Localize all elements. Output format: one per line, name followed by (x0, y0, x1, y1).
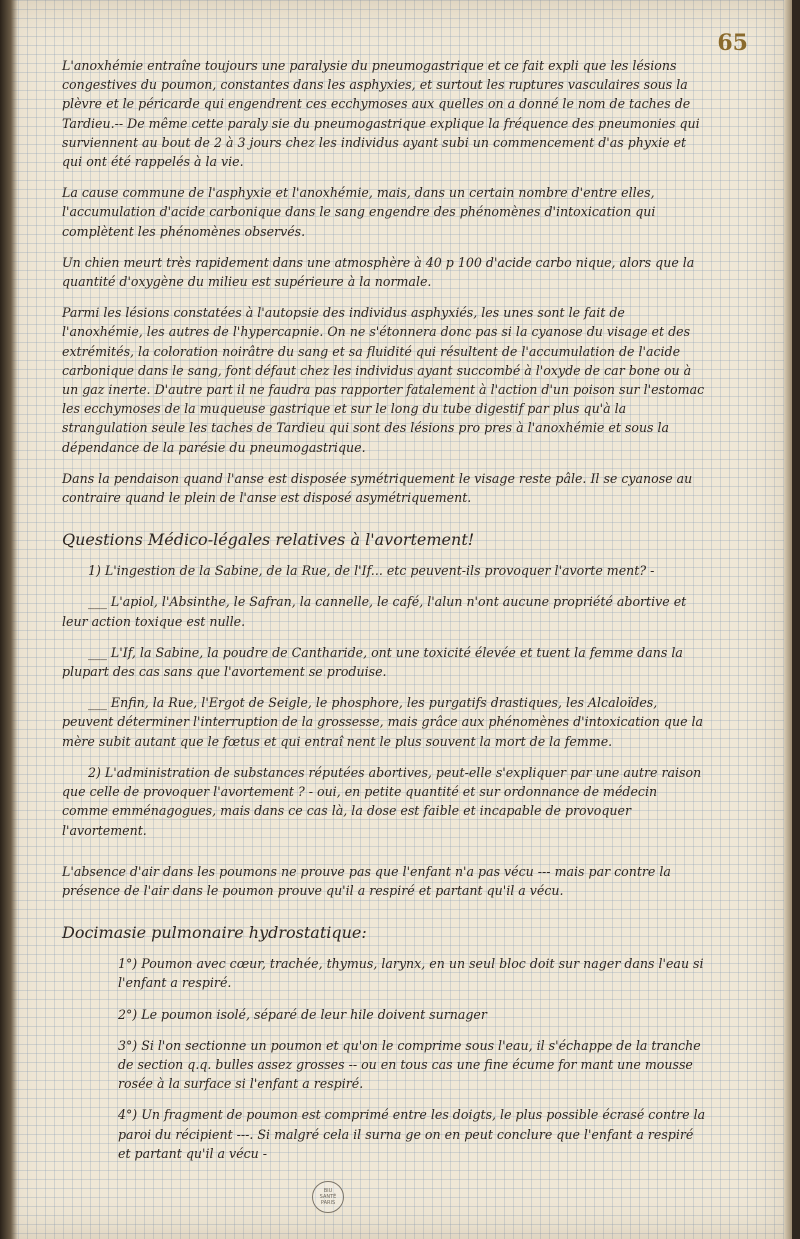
abortion-question-2: 2) L'administration de substances réputées abortives, peut-elle s'expliquer par une autre raison que celle de provoquer l'avortement ? - oui, en petite quantité et sur ordonnance de médecin comme emménagogues, mais dans ce cas là, la dose est faible et incapable de provoquer l'avortement. (62, 764, 702, 838)
stamp-line: BIU (323, 1188, 333, 1194)
abortion-answer-apiol: ___ L'apiol, l'Absinthe, le Safran, la cannelle, le café, l'alun n'ont aucune propriété abortive et leur action toxique est nulle. (62, 594, 687, 629)
library-stamp (312, 1181, 344, 1213)
paragraph-anoxhemie: L'anoxhémie entraîne toujours une paralysie du pneumogastrique et ce fait expli que les lésions congestives du poumon, constantes dans les asphyxies, et surtout les ruptures vasculaires sous la plèvre et le péricarde qui engendrent ces ecchymoses aux quelles on a donné le nom de taches de Tardieu.-- De même cette paraly sie du pneumogastrique explique la fréquence des pneumonies qui surviennent au bout de 2 à 3 jours chez les individus ayant subi un commencement d'as phyxie et qui ont été rappelés à la vie. (62, 58, 700, 170)
stamp-line: PARIS (320, 1200, 336, 1206)
heading-docimasie: Docimasie pulmonaire hydrostatique: (62, 923, 367, 943)
abortion-question-1: 1) L'ingestion de la Sabine, de la Rue, de l'If... etc peuvent-ils provoquer l'avorte ment? - (88, 563, 655, 579)
abortion-answer-if: ___ L'If, la Sabine, la poudre de Cantharide, ont une toxicité élevée et tuent la femme dans la plupart des cas sans que l'avortement se produise. (62, 644, 683, 680)
stamp-line: SANTÉ (319, 1194, 337, 1200)
paragraph-chien: Un chien meurt très rapidement dans une atmosphère à 40 p 100 d'acide carbo nique, alors que la quantité d'oxygène du milieu est supérieure à la normale. (62, 254, 695, 290)
paragraph-lesions: Parmi les lésions constatées à l'autopsie des individus asphyxiés, les unes sont le fait de l'anoxhémie, les autres de l'hypercapnie. On ne s'étonnera donc pas si la cyanose du visage et des extrémités, la coloration noirâtre du sang et sa fluidité qui résultent de l'accumulation de l'acide carbonique dans le sang, font défaut chez les individus ayant succombé à l'oxyde de car bone ou à un gaz inerte. D'autre part il ne faudra pas rapporter fatalement à l'action d'un poison sur l'estomac les ecchymoses de la muqueuse gastrique et sur le long du tube digestif par plus qu'à la strangulation seule les taches de Tardieu qui sont des lésions pro pres à l'anoxhémie et sous la dépendance de la parésie du pneumogastrique. (62, 305, 705, 455)
docimasie-item-1: 1°) Poumon avec cœur, trachée, thymus, larynx, en un seul bloc doit sur nager dans l'eau si l'enfant a respiré. (118, 956, 704, 991)
paragraph-cause-commune: La cause commune de l'asphyxie et l'anoxhémie, mais, dans un certain nombre d'entre elles, l'accumulation d'acide carbonique dans le sang engendre des phénomènes d'intoxication qui complètent les phénomènes observés. (62, 185, 656, 239)
docimasie-item-2: 2°) Le poumon isolé, séparé de leur hile doivent surnager (118, 1006, 487, 1022)
paragraph-air-poumons: L'absence d'air dans les poumons ne prouve pas que l'enfant n'a pas vécu --- mais par contre la présence de l'air dans le poumon prouve qu'il a respiré et partant qu'il a vécu. (62, 863, 671, 898)
paragraph-pendaison: Dans la pendaison quand l'anse est disposée symétriquement le visage reste pâle. Il se cyanose au contraire quand le plein de l'anse est disposé asymétriquement. (62, 470, 693, 506)
docimasie-item-4: 4°) Un fragment de poumon est comprimé entre les doigts, le plus possible écrasé contre la paroi du récipient ---. Si malgré cela il surna ge on en peut conclure que l'enfant a respiré et partant qu'il a vécu - (118, 1107, 706, 1161)
manuscript-text (62, 56, 706, 1175)
docimasie-item-3: 3°) Si l'on sectionne un poumon et qu'on le comprime sous l'eau, il s'échappe de la tranche de section q.q. bulles assez grosses -- ou en tous cas une fine écume for mant une mousse rosée à la surface si l'enfant a respiré. (118, 1037, 701, 1092)
abortion-answer-rue: ___ Enfin, la Rue, l'Ergot de Seigle, le phosphore, les purgatifs drastiques, les Alcaloïdes, peuvent déterminer l'interruption de la grossesse, mais grâce aux phénomènes d'intoxication que la mère subit autant que le fœtus et qui entraî nent le plus souvent la mort de la femme. (62, 695, 704, 749)
page-edge (784, 0, 792, 1239)
page-number: 65 (717, 30, 748, 56)
heading-avortement: Questions Médico-légales relatives à l'avortement! (62, 530, 475, 550)
page-binding (0, 0, 18, 1239)
